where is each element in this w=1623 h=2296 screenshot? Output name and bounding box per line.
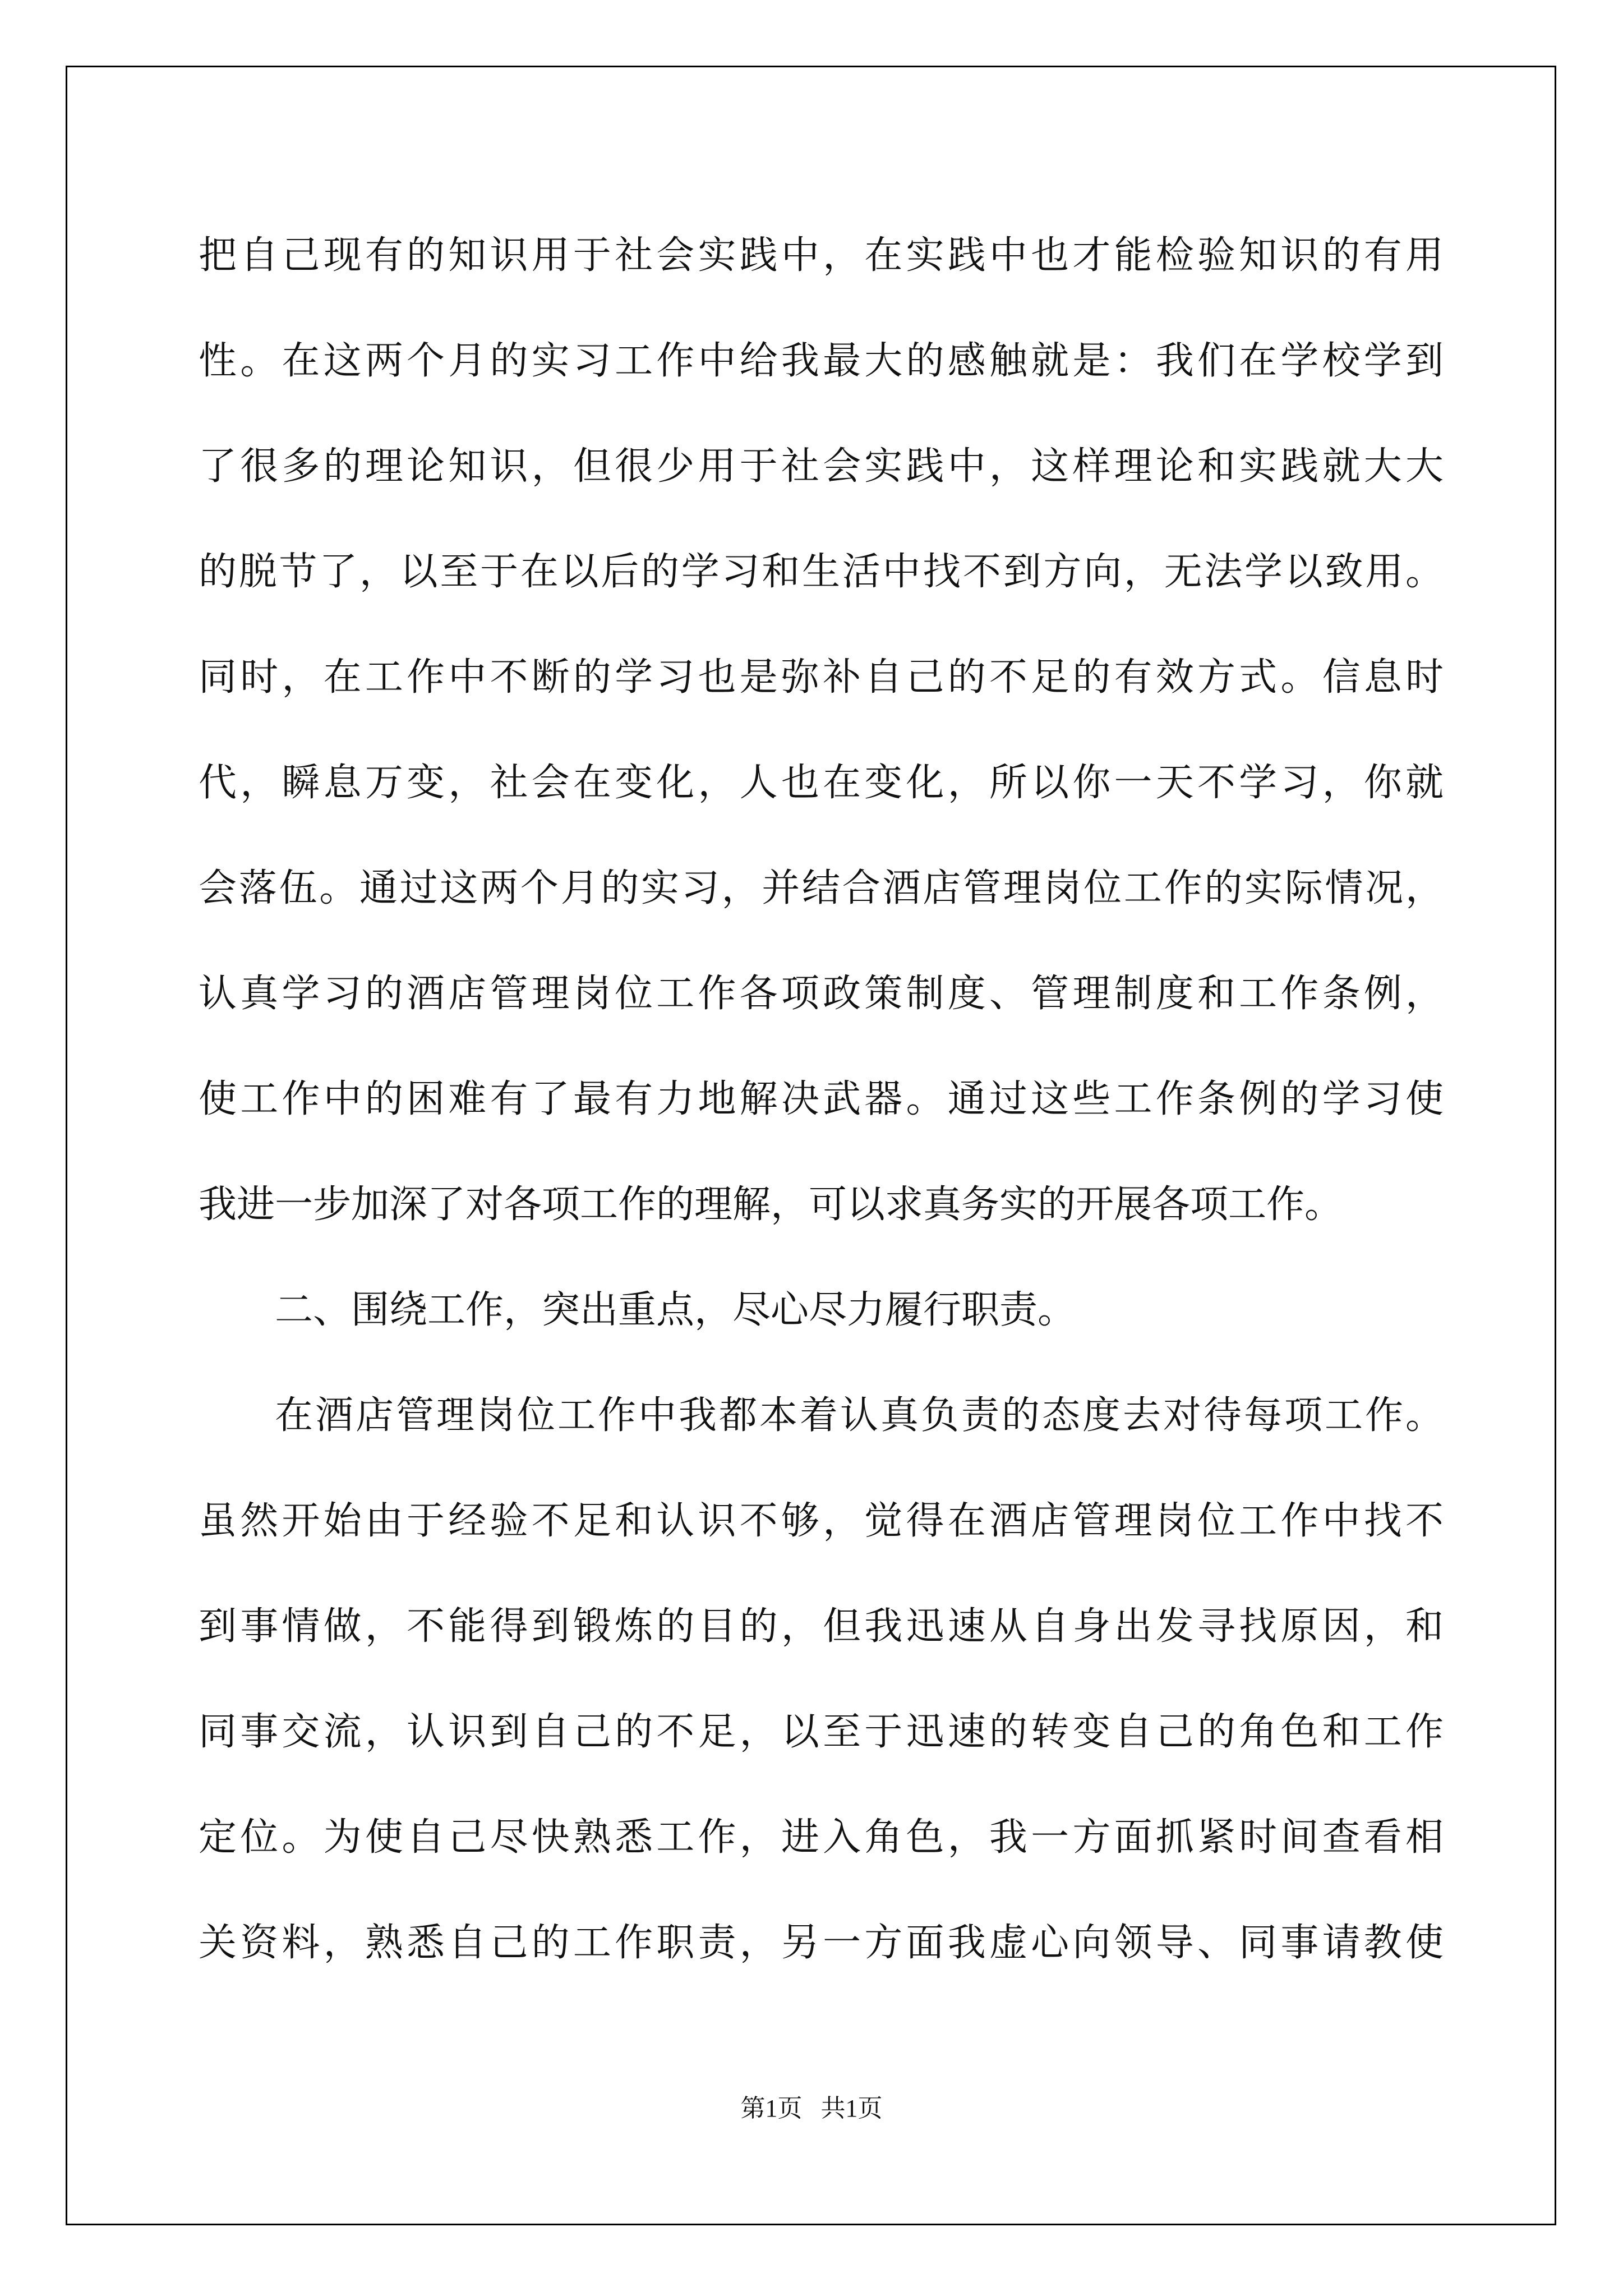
- text-line: 同时，在工作中不断的学习也是弥补自己的不足的有效方式。信息时: [199, 655, 1444, 700]
- text-line: 把自己现有的知识用于社会实践中，在实践中也才能检验知识的有用: [199, 233, 1444, 278]
- text-line: 认真学习的酒店管理岗位工作各项政策制度、管理制度和工作条例，: [199, 972, 1444, 1016]
- text-line: 的脱节了，以至于在以后的学习和生活中找不到方向，无法学以致用。: [199, 550, 1444, 594]
- text-line: 会落伍。通过这两个月的实习，并结合酒店管理岗位工作的实际情况，: [199, 866, 1444, 910]
- text-line: 在酒店管理岗位工作中我都本着认真负责的态度去对待每项工作。: [275, 1393, 1444, 1438]
- text-line: 虽然开始由于经验不足和认识不够，觉得在酒店管理岗位工作中找不: [199, 1499, 1444, 1543]
- text-line: 定位。为使自己尽快熟悉工作，进入角色，我一方面抓紧时间查看相: [199, 1815, 1444, 1860]
- document-body: [199, 203, 1444, 1996]
- section-heading: 二、围绕工作，突出重点，尽心尽力履行职责。: [275, 1288, 1076, 1332]
- text-line: 使工作中的困难有了最有力地解决武器。通过这些工作条例的学习使: [199, 1077, 1444, 1121]
- text-line: 同事交流，认识到自己的不足，以至于迅速的转变自己的角色和工作: [199, 1710, 1444, 1754]
- text-line: 性。在这两个月的实习工作中给我最大的感触就是：我们在学校学到: [199, 339, 1444, 383]
- text-line: 关资料，熟悉自己的工作职责，另一方面我虚心向领导、同事请教使: [199, 1921, 1444, 1965]
- page-footer: 第1页 共1页: [740, 2095, 883, 2122]
- text-line: 我进一步加深了对各项工作的理解，可以求真务实的开展各项工作。: [199, 1182, 1343, 1227]
- text-line: 了很多的理论知识，但很少用于社会实践中，这样理论和实践就大大: [199, 444, 1444, 489]
- text-line: 到事情做，不能得到锻炼的目的，但我迅速从自身出发寻找原因，和: [199, 1604, 1444, 1649]
- text-line: 代，瞬息万变，社会在变化，人也在变化，所以你一天不学习，你就: [199, 761, 1444, 805]
